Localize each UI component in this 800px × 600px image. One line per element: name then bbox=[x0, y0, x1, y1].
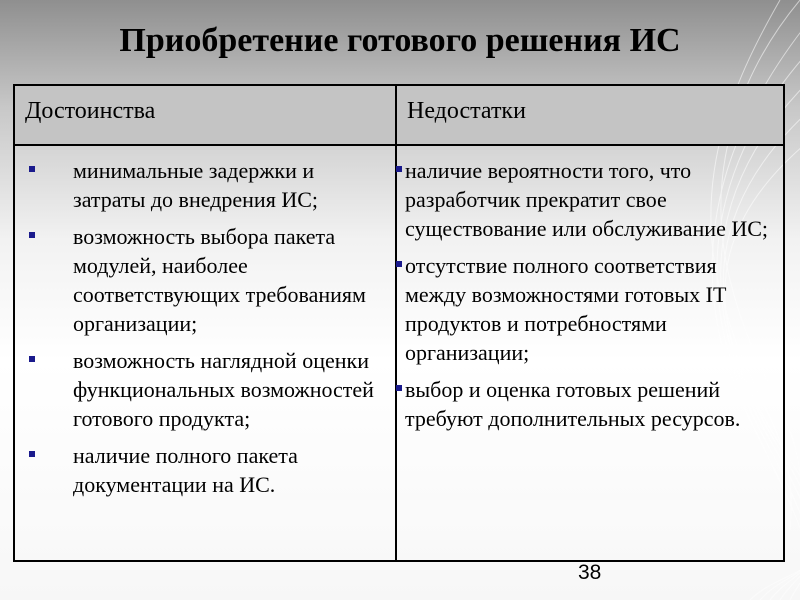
square-bullet-icon bbox=[29, 451, 35, 457]
table-header-row bbox=[15, 86, 783, 146]
list-item-text: отсутствие полного соответствия между возможностями готовых IT продуктов и потребностями организации; bbox=[405, 253, 727, 365]
list-item-text: наличие вероятности того, что разработчик прекратит свое существование или обслуживание ИС; bbox=[405, 158, 769, 241]
square-bullet-icon bbox=[396, 261, 402, 267]
square-bullet-icon bbox=[396, 166, 402, 172]
list-item-text: возможность выбора пакета модулей, наиболее соответствующих требованиям организации; bbox=[73, 224, 366, 336]
list-item bbox=[399, 251, 783, 367]
disadvantages-list bbox=[399, 156, 783, 441]
list-item bbox=[399, 156, 783, 243]
header-advantages: Достоинства bbox=[25, 98, 156, 124]
page-number: 38 bbox=[578, 561, 602, 584]
square-bullet-icon bbox=[29, 232, 35, 238]
square-bullet-icon bbox=[29, 166, 35, 172]
list-item bbox=[25, 346, 387, 433]
list-item bbox=[399, 375, 783, 433]
list-item-text: наличие полного пакета документации на ИС. bbox=[73, 443, 298, 497]
list-item-text: возможность наглядной оценки функциональных возможностей готового продукта; bbox=[73, 348, 374, 431]
square-bullet-icon bbox=[29, 356, 35, 362]
slide-title: Приобретение готового решения ИС bbox=[119, 22, 681, 59]
comparison-table bbox=[13, 84, 785, 562]
list-item bbox=[25, 222, 387, 338]
list-item-text: выбор и оценка готовых решений требуют дополнительных ресурсов. bbox=[405, 377, 741, 431]
square-bullet-icon bbox=[396, 385, 402, 391]
advantages-list bbox=[25, 156, 387, 507]
column-divider bbox=[395, 86, 397, 560]
list-item bbox=[25, 441, 387, 499]
header-disadvantages: Недостатки bbox=[407, 98, 526, 124]
list-item bbox=[25, 156, 387, 214]
list-item-text: минимальные задержки и затраты до внедрения ИС; bbox=[73, 158, 318, 212]
